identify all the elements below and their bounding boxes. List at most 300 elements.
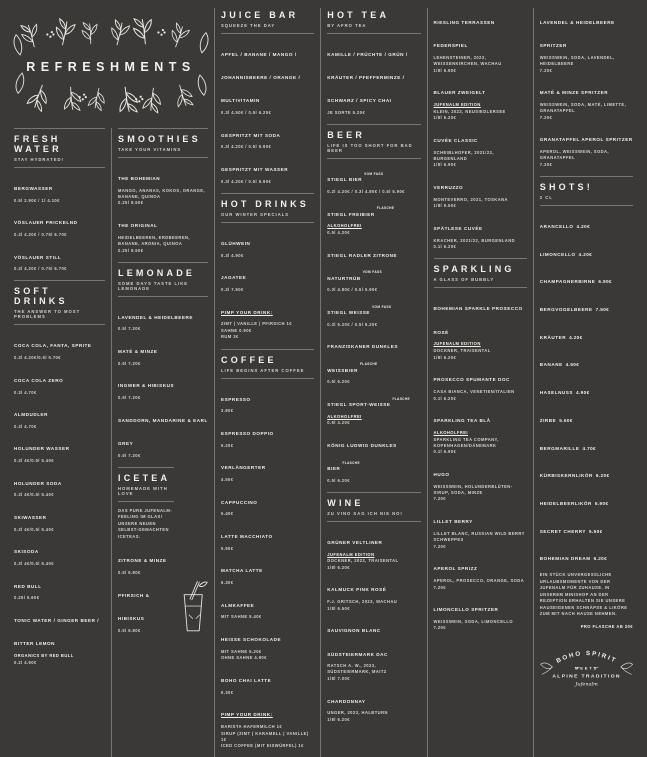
menu-item	[221, 385, 314, 415]
item-name: MATÉ & MINZE SPRITZER	[539, 90, 609, 96]
menu-item	[221, 488, 314, 518]
menu-note: PRO FLASCHE AB 20€	[580, 623, 633, 629]
item-line: 0.3l 4.70€	[14, 389, 37, 395]
item-line: 5.90€	[221, 545, 234, 551]
item-name-row	[14, 208, 105, 231]
item-name-row	[118, 164, 208, 187]
menu-item	[221, 419, 314, 449]
menu-item	[118, 371, 208, 401]
item-line: 0.3l 4€/0.5l 5.40€	[14, 458, 54, 464]
item-price: 6.90€	[598, 279, 612, 285]
section-header	[327, 124, 420, 159]
menu-section	[434, 258, 527, 631]
column-spritzer-shots	[533, 8, 639, 757]
menu-item	[434, 507, 527, 550]
item-name: PIMP YOUR DRINK:	[221, 712, 273, 718]
item-name-row	[434, 507, 527, 530]
menu-section	[14, 128, 105, 272]
item-name: STIEGL FREIBIER	[327, 211, 375, 217]
item-name-row	[221, 591, 314, 614]
menu-item	[540, 350, 633, 373]
item-line: MONTEVERRO, 2021, TOSKANA	[433, 196, 508, 202]
menu-section	[14, 280, 105, 665]
item-line: JUFENALM EDITION	[327, 551, 375, 557]
section-header	[14, 280, 105, 325]
menu-item	[118, 406, 208, 459]
menu-item	[540, 323, 633, 346]
item-line: APEROL, PROSECCO, ORANGE, SODA	[433, 577, 525, 583]
item-name: BOHEMIAN SPARKLE PROSECCO ROSÉ	[433, 306, 523, 335]
brand-logo	[540, 638, 633, 692]
item-name: BERGMARILLE	[539, 445, 580, 451]
badge-title: REFRESHMENTS	[26, 60, 196, 75]
menu-item	[434, 126, 527, 169]
item-price: 7.50€	[595, 307, 610, 313]
item-line: ALKOHOLFREI	[327, 223, 362, 229]
item-line: JUFENALM EDITION	[433, 341, 481, 347]
item-name-row	[540, 517, 633, 540]
brand-logo-graphic	[540, 638, 633, 692]
item-price: 4.50€	[565, 362, 580, 368]
item-name: PIMP YOUR DRINK:	[221, 309, 273, 315]
item-name-row	[221, 666, 314, 689]
item-price: 4.70€	[582, 445, 596, 451]
item-name: RED BULL	[14, 583, 42, 589]
section-header	[118, 262, 208, 297]
menu-section	[118, 128, 208, 254]
menu-item	[221, 121, 314, 151]
menu-item	[540, 125, 633, 168]
section-title: SOFT DRINKS	[14, 286, 68, 307]
item-name: LATTE MACCHIATO	[221, 533, 273, 539]
section-subtitle: HOMEMADE WITH LOVE	[118, 485, 168, 496]
menu-item	[221, 666, 314, 696]
item-name-row	[327, 332, 420, 378]
column-fresh-water-soft-drinks	[8, 128, 111, 757]
item-serving-tag: VOM FASS	[372, 304, 392, 309]
menu-item	[540, 461, 633, 484]
section-subtitle: BY AFRO TEA	[327, 23, 367, 28]
menu-item	[327, 40, 420, 116]
menu-item	[118, 581, 174, 634]
section-header	[118, 467, 174, 502]
item-name-row	[434, 126, 527, 149]
item-name-row	[221, 385, 314, 408]
item-line: 7.20€	[433, 584, 446, 590]
item-name-row	[540, 434, 633, 457]
item-name: LAVENDEL & HEIDELBEERE	[118, 314, 193, 320]
item-name: ZIRBE	[539, 417, 557, 423]
item-line: CASA BIANCA, VENETIEN/ITALIEN	[433, 388, 515, 394]
item-price: 4.20€	[569, 334, 583, 340]
menu-item	[118, 303, 208, 333]
item-name: STIEGL WEISSE	[327, 310, 371, 316]
item-line: 5.40€	[221, 511, 234, 517]
item-name-row	[540, 240, 633, 263]
item-line: WEISSWEIN, SODA, LAVENDEL, HEIDELBEERE	[539, 54, 615, 67]
item-name-row	[327, 200, 420, 223]
menu-item	[540, 8, 633, 74]
menu-item	[118, 211, 208, 254]
section-subtitle: STAY HYDRATED!	[14, 157, 64, 162]
menu-item	[221, 298, 314, 341]
item-name-row	[14, 537, 105, 560]
section-title: SMOOTHIES	[118, 134, 201, 144]
section-header	[118, 128, 208, 158]
item-name: COCA COLA, FANTA, SPRITE	[14, 343, 92, 349]
section-subtitle: 2 CL	[539, 195, 553, 201]
item-name-row	[14, 400, 105, 423]
menu-item	[14, 174, 105, 204]
item-price: 5.50€	[589, 528, 603, 534]
menu-item	[434, 460, 527, 503]
menu-item	[118, 337, 208, 367]
item-name: STIEGL RADLER ZITRONE NATURTRÜB	[327, 252, 398, 281]
item-name-row	[221, 229, 314, 252]
menu-item	[14, 400, 105, 430]
menu-section	[118, 467, 208, 634]
logo-arc-text: BOHO SPIRIT	[555, 650, 618, 666]
section-header	[221, 349, 314, 379]
item-name-row	[14, 243, 105, 266]
item-name-row	[221, 263, 314, 286]
menu-item	[540, 212, 633, 235]
item-name: BOHO CHAI LATTE	[221, 677, 272, 683]
item-line: 0.3l 4€/0.5l 5.40€	[14, 561, 54, 567]
item-name-row	[221, 488, 314, 511]
item-name: ALMDUDLER	[14, 412, 49, 418]
item-name: BLAUER ZWEIGELT	[433, 90, 486, 96]
menu-section	[540, 638, 633, 692]
item-name: HOLUNDER WASSER	[14, 446, 70, 452]
menu-item	[434, 294, 527, 360]
item-name-row	[540, 350, 633, 373]
item-name: INGWER & HIBISKUS	[118, 383, 175, 389]
section-title: HOT TEA	[327, 10, 390, 20]
item-line: RATSCH A. W., 2023, SÜDSTEIERMARK, MAITZ	[327, 663, 387, 675]
item-price: 5.50€	[559, 417, 573, 423]
item-line: 0.25l 8.50€	[118, 247, 144, 253]
item-line: 0.5l 7.20€	[118, 360, 141, 366]
item-line: 1/8l 9.50€	[433, 203, 457, 209]
item-name-row	[434, 78, 527, 101]
menu-item	[434, 554, 527, 590]
item-line: 0.5l 7.20€	[118, 326, 141, 332]
item-name-row	[221, 556, 314, 579]
item-line: BARISTA HAFERMILCH 1€	[221, 723, 283, 729]
menu-item	[14, 572, 105, 602]
menu-section	[327, 8, 420, 116]
item-line: 0.5l 4.20€	[327, 420, 350, 426]
section-title: FRESH WATER	[14, 134, 62, 154]
section-header	[327, 8, 420, 34]
item-name-row	[221, 625, 314, 648]
item-name: STIEGL SPORT-WEISSE	[327, 401, 391, 407]
item-name: GLÜHWEIN	[221, 240, 251, 246]
item-line: ALKOHOLFREI	[327, 413, 362, 419]
section-title: SPARKLING	[433, 264, 515, 275]
menu-item	[14, 434, 105, 464]
item-line: APEROL, WEISSWEIN, SODA, GRANATAPFEL	[539, 149, 610, 161]
item-name-row	[327, 431, 420, 477]
item-line: 0.3l 7.50€	[221, 286, 244, 292]
item-name-row	[14, 331, 105, 354]
item-name-row	[540, 212, 633, 235]
item-line: 0.3l 4.20€ / 0.5l 5.90€	[221, 178, 272, 184]
menu-item	[14, 366, 105, 396]
item-price: 4.20€	[578, 251, 593, 257]
menu-item	[327, 687, 420, 723]
item-line: LILLET BLANC, RUSSIAN WILD BERRY SCHWEPPES	[433, 530, 525, 542]
item-line: SAHNE 0.90€	[221, 327, 252, 333]
item-price: 6.20€	[595, 473, 610, 479]
item-name: CAPPUCCINO	[221, 499, 258, 505]
item-line: 0.5l 7.20€	[118, 395, 141, 401]
menu-item	[540, 517, 633, 540]
item-line: 0.3l 4€/0.5l 5.40€	[14, 526, 54, 532]
menu-item	[221, 556, 314, 586]
item-name: GESPRITZT MIT SODA	[221, 132, 281, 138]
item-name: VÖSLAUER STILL	[14, 254, 62, 260]
item-name: KAMILLE / FRÜCHTE / GRÜN / KRÄUTER / PFEFFERMINZE / SCHWARZ / SPICY CHAI	[327, 52, 408, 104]
section-subtitle: LIFE IS TOO SHORT FOR BAD BEER	[327, 143, 413, 154]
item-name-row	[14, 503, 105, 526]
item-name: KÖNIG LUDWIG DUNKLES BIER	[327, 442, 397, 472]
item-name: BERGWASSER	[14, 186, 53, 191]
section-header	[221, 193, 314, 223]
item-name: HOLUNDER SODA	[14, 480, 62, 486]
item-line: 1/8l 6.20€	[327, 717, 350, 723]
item-name: SKISODA	[14, 549, 39, 555]
menu-item	[14, 243, 105, 273]
item-line: 0.1l 6.20€	[433, 244, 457, 250]
item-line: 0.3l 4.70€	[14, 423, 37, 429]
item-line: JUFENALM EDITION	[433, 101, 481, 107]
item-name: THE BOHEMIAN	[118, 176, 161, 181]
menu-item	[221, 522, 314, 552]
item-name: MATÉ & MINZE	[118, 349, 158, 355]
menu-item	[14, 331, 105, 361]
item-name-row	[540, 267, 633, 290]
item-name-row	[434, 460, 527, 483]
menu-item	[327, 200, 420, 236]
menu-item	[540, 434, 633, 457]
item-line: 0.3l 4.50€ / 0.5l 6.20€	[221, 110, 272, 116]
section-subtitle: SOME DAYS TASTE LIKE LEMONADE	[118, 280, 189, 291]
item-line: 1/8l 6.20€	[433, 354, 457, 360]
item-line: WEISSWEIN, HOLUNDERBLÜTEN-SIRUP, SODA, MINZE	[433, 483, 513, 495]
item-name-row	[221, 522, 314, 545]
menu-section	[434, 8, 527, 250]
logo-leaf-left-icon	[540, 663, 552, 674]
item-name: SAUVIGNON BLANC SÜDSTEIERMARK DAC	[327, 628, 388, 657]
section-title: SHOTS!	[539, 182, 593, 193]
item-name-row	[540, 323, 633, 346]
item-name-row	[434, 8, 527, 54]
menu-item	[327, 431, 420, 484]
item-line: ZIMT | VANILLE | PFIRSICH 1€	[221, 321, 292, 327]
menu-item	[118, 164, 208, 207]
item-line: RUM 3€	[221, 334, 239, 340]
item-line: 0.3l 4€/0.5l 5.40€	[14, 492, 54, 498]
item-name-row	[327, 528, 420, 551]
menu-item	[434, 406, 527, 455]
item-line: 7.20€	[539, 114, 553, 120]
item-name-row	[327, 687, 420, 710]
item-name-row	[540, 489, 633, 512]
item-name-row	[14, 469, 105, 492]
item-name: KALMUCK PINK ROSÉ	[327, 587, 387, 593]
section-title: COFFEE	[221, 354, 277, 365]
item-name: BANANE	[539, 362, 563, 368]
item-name-row	[540, 461, 633, 484]
item-name-row	[221, 298, 314, 321]
item-name: VÖSLAUER PRICKELND	[14, 220, 78, 226]
menu-item	[540, 295, 633, 318]
item-line: F.J. GRITSCH, 2023, WACHAU	[327, 599, 398, 605]
logo-signature-text: Jufenalm	[575, 681, 598, 688]
item-line: 0.1l 6.20€	[433, 395, 457, 401]
menu-item	[327, 241, 420, 294]
item-line: HEIDELBEEREN, ERDBEEREN, BANANE, ARONIA, QUINOA	[118, 234, 190, 246]
left-panel	[8, 8, 214, 757]
item-name: LIMONCELLO	[539, 251, 576, 257]
item-name: STIEGL BIER	[327, 177, 363, 183]
item-line: WEISSWEIN, SODA, LIMONCELLO	[433, 618, 513, 624]
item-line: 4.50€	[221, 476, 234, 482]
section-header	[221, 8, 314, 34]
item-line: 5.20€	[221, 442, 234, 448]
menu-item	[434, 595, 527, 631]
menu-item	[434, 8, 527, 74]
refreshments-badge	[10, 8, 212, 124]
item-name: CHARDONNAY	[327, 698, 366, 704]
column-hottea-beer-wine	[320, 8, 426, 757]
item-line: 0.5l 6.20€	[327, 379, 350, 385]
item-line: MIT SAHNE 5.20€	[221, 648, 262, 654]
menu-section	[118, 262, 208, 459]
menu-item	[434, 78, 527, 121]
item-name: VERRUZZO	[433, 185, 464, 191]
item-name: SKIWASSER	[14, 515, 47, 521]
item-line: KLEIN, 2022, NEUSIEDLERSEE	[433, 108, 506, 114]
item-line: 0.3l 4.80€ / 0.5l 5.90€	[327, 287, 378, 293]
item-line: UNGER, 2023, HALBTURN	[327, 710, 388, 716]
item-name: CUVÉE CLASSIC	[433, 137, 478, 143]
item-name: BERGVOGELBEERE	[539, 307, 593, 313]
item-name-row	[118, 371, 208, 394]
item-name-row	[327, 575, 420, 598]
section-title: JUICE BAR	[221, 10, 299, 20]
item-name-row	[221, 700, 314, 723]
item-line: 3.80€	[221, 408, 234, 414]
menu-item	[327, 298, 420, 328]
item-name: ESPRESSO DOPPIO	[221, 430, 274, 436]
menu-item	[118, 546, 174, 576]
item-price: 4.90€	[576, 390, 590, 396]
menu-item	[327, 528, 420, 571]
menu-item	[327, 165, 420, 195]
item-line: 0.5l 6.80€	[118, 627, 141, 633]
item-line: WEISSWEIN, SODA, MATÉ, LIMETTE, GRANATAPFEL	[539, 101, 627, 114]
item-name: PROSECCO SPUMANTE DOC	[433, 377, 510, 383]
item-name: SECRET CHERRY	[539, 528, 587, 534]
item-name-row	[327, 390, 420, 413]
item-line: 0.5l 6.20€	[327, 477, 350, 483]
item-name: PFIRSICH & HIBISKUS	[118, 592, 150, 621]
item-name-row	[434, 595, 527, 618]
item-serving-tag: VOM FASS	[362, 270, 382, 275]
item-line: OHNE SAHNE 4.90€	[221, 655, 267, 661]
section-subtitle: LIFE BEGINS AFTER COFFEE	[221, 367, 305, 373]
menu-item	[14, 208, 105, 238]
item-name: LIMONCELLO SPRITZER	[433, 607, 499, 613]
item-name-row	[14, 366, 105, 389]
item-name-row	[434, 406, 527, 429]
menu-item	[221, 263, 314, 293]
item-name: SANDDORN, MANDARINE & EARL GREY	[118, 417, 208, 446]
item-name-row	[434, 294, 527, 340]
section-header	[434, 258, 527, 288]
item-serving-tag: FLASCHE	[342, 460, 360, 465]
item-line: 6.30€	[221, 579, 234, 585]
item-name: HUGO	[433, 471, 450, 477]
menu-section	[221, 349, 314, 750]
menu-item	[540, 489, 633, 512]
item-name: HEISSE SCHOKOLADE	[221, 636, 282, 642]
item-name: APFEL / BANANE / MANGO / JOHANNISBEERE / ORANGE / MULTIVITAMIN	[221, 52, 301, 104]
item-line: 0.2l 4.90€	[14, 659, 37, 665]
item-price: 4.20€	[576, 224, 591, 230]
item-name: SPARKLING TEA BLÅ	[433, 418, 491, 424]
item-line: 0.5l 7.20€	[118, 452, 141, 458]
item-line: 1/8l 6.90€	[433, 67, 457, 73]
menu-item	[434, 214, 527, 250]
menu-section	[221, 193, 314, 341]
item-line: 0.5l 4.20€	[327, 229, 350, 235]
item-name-row	[327, 40, 420, 110]
item-name: FRANZISKANER DUNKLES WEISSBIER	[327, 344, 398, 373]
item-name: MATCHA LATTE	[221, 568, 263, 574]
menu-item	[221, 700, 314, 749]
section-subtitle: SQUEEZE THE DAY	[221, 23, 276, 28]
item-name-row	[14, 174, 105, 197]
menu-item	[14, 503, 105, 533]
menu-item	[540, 544, 633, 567]
item-line: JE SORTE 5.20€	[327, 110, 366, 116]
item-name-row	[221, 121, 314, 144]
menu-item	[540, 378, 633, 401]
menu-section	[540, 8, 633, 168]
column-smoothies-lemonade-icetea	[111, 128, 214, 757]
item-name: BOHEMIAN DREAM	[539, 556, 591, 562]
item-name-row	[14, 572, 105, 595]
item-name-row	[327, 165, 420, 188]
item-name-row	[434, 214, 527, 237]
menu-item	[221, 229, 314, 259]
item-name-row	[540, 406, 633, 429]
item-line: 1/8l 6.90€	[433, 162, 457, 168]
item-name: JAGATEE	[221, 275, 247, 281]
item-name: APEROL SPRIZZ	[433, 566, 478, 572]
section-subtitle: OUR WINTER SPECIALS	[221, 211, 290, 217]
item-line: SPARKLING TEA COMPANY, KOPENHAGEN/DÄNEMARK	[433, 436, 499, 448]
section-subtitle: TAKE YOUR VITAMINS	[118, 147, 182, 152]
item-name: ESPRESSO	[221, 396, 251, 402]
item-line: 7.20€	[433, 496, 446, 502]
item-line: 0.1l 6.90€	[433, 449, 457, 455]
item-line: 7.20€	[433, 625, 446, 631]
